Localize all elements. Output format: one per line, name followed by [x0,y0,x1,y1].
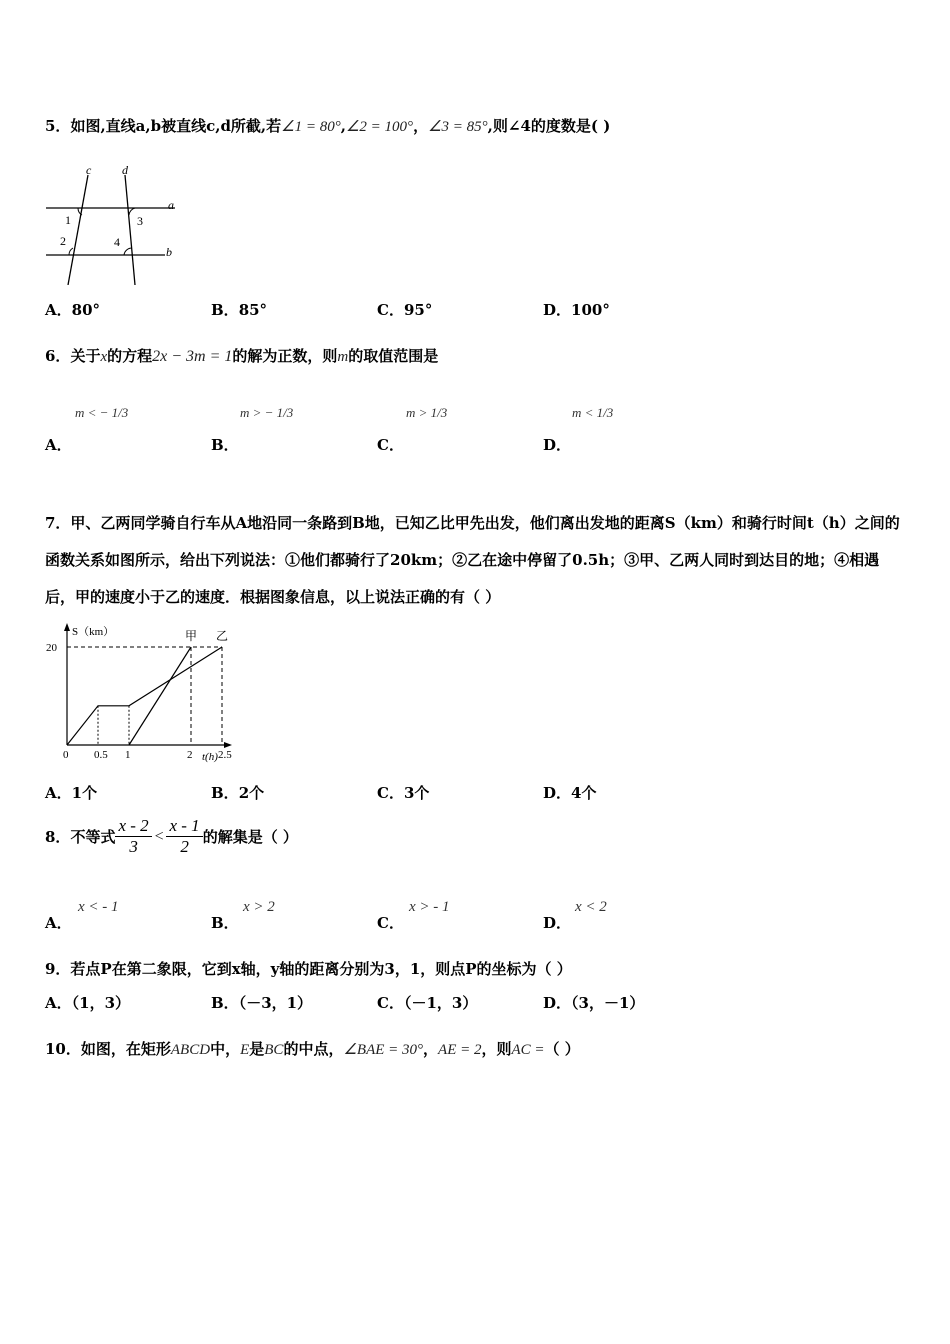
q9-option-c[interactable]: C．（－1，3） [377,994,478,1012]
q5-option-c[interactable]: C．95° [377,301,433,319]
q8-stem: 8．不等式 $\frac{x - 2}{3}$ < $\frac{x - 1}{2}$ 的解集是（ ） [45,816,298,856]
series-line-甲 [129,647,191,745]
q8-option-b[interactable]: B． [211,914,239,932]
q6-stem: 6．关于x的方程2x − 3m = 1的解为正数，则m的取值范围是 [45,347,439,365]
q5-option-d[interactable]: D．100° [543,301,610,319]
q6-option-a[interactable]: A． [45,436,72,454]
line-c [68,175,88,285]
q8-option-c[interactable]: C． [377,914,404,932]
q6-option-d[interactable]: D． [543,436,572,454]
q8-fraction-1: $\frac{x - 2}{3}$ [115,816,151,857]
label-a: a [168,198,174,212]
q5-number: 5． [45,117,71,135]
q7-option-b[interactable]: B．2个 [211,784,265,802]
q8-option-b-math: x > 2 [243,899,275,915]
q8-number: 8． [45,828,71,846]
y-tick-label: 20 [46,642,57,654]
q6-equation: 2x − 3m = 1 [152,348,233,365]
label-b: b [166,245,172,259]
x-tick-label: 0 [63,749,69,761]
q9-option-b[interactable]: B．（－3，1） [211,994,313,1012]
q5-figure [40,160,190,285]
label-d: d [122,163,128,177]
q6-number: 6． [45,347,71,365]
q8-option-d-math: x < 2 [575,899,607,915]
x-tick-label: 0.5 [94,749,108,761]
label-c: c [86,163,92,177]
q6-option-a-math: m < − 1/3 [75,405,129,420]
q7-option-d[interactable]: D．4个 [543,784,597,802]
series-line-乙 [67,647,222,745]
label-angle1: 1 [65,213,71,227]
x-tick-label: 2.5 [218,749,232,761]
q6-option-c[interactable]: C． [377,436,404,454]
q5-option-b[interactable]: B．85° [211,301,268,319]
q5-angle3: ∠3 = 85° [428,119,488,135]
x-axis-arrow [224,742,232,748]
q10-number: 10． [45,1040,81,1058]
label-angle4: 4 [114,235,120,249]
q9-option-a[interactable]: A．（1，3） [45,994,131,1012]
q6-option-c-math: m > 1/3 [406,405,448,420]
q9-stem: 9．若点P在第二象限，它到x轴，y轴的距离分别为3，1，则点P的坐标为（ ） [45,960,572,978]
x-tick-label: 2 [187,749,193,761]
label-angle3: 3 [137,214,143,228]
label-angle2: 2 [60,234,66,248]
y-axis-arrow [64,623,70,631]
q7-stem: 7．甲、乙两同学骑自行车从A地沿同一条路到B地，已知乙比甲先出发，他们离出发地的距离S（km）和骑行时间t（h）之间的函数关系如图所示，给出下列说法：①他们都骑行了20km；②乙在途中停留了0.5h；③甲、乙两人同时到达目的地；④相遇后，甲的速度小于乙的速度．根据图象信息，以上说法正确的有（ ） [45,514,900,606]
q7-chart [40,620,240,770]
q6-option-d-math: m < 1/3 [572,405,614,420]
q5-angle1: ∠1 = 80° [281,119,341,135]
x-axis-label: t(h) [202,751,218,763]
q8-option-c-math: x > - 1 [409,899,450,915]
q6-option-b[interactable]: B． [211,436,239,454]
y-axis-label: S（km） [72,626,115,638]
q7-option-c[interactable]: C．3个 [377,784,430,802]
series-label-乙: 乙 [216,629,229,643]
series-label-甲: 甲 [185,629,198,643]
q8-option-a-math: x < - 1 [78,899,119,915]
q5-angle2: ∠2 = 100° [345,119,414,135]
q6-option-b-math: m > − 1/3 [240,405,294,420]
q7-option-a[interactable]: A．1个 [45,784,98,802]
line-d [125,175,135,285]
q8-fraction-2: $\frac{x - 1}{2}$ [166,816,202,857]
q10-stem: 10．如图，在矩形ABCD中，E是BC的中点，∠BAE = 30°，AE = 2，则AC =（ ） [45,1040,580,1058]
q5-stem: 5．如图,直线a,b被直线c,d所截,若∠1 = 80°,∠2 = 100°，∠3 = 85°,则∠4的度数是( ) [45,117,611,135]
q5-option-a[interactable]: A．80° [45,301,101,319]
q9-option-d[interactable]: D．（3，－1） [543,994,645,1012]
q8-option-a[interactable]: A． [45,914,72,932]
x-tick-label: 1 [125,749,131,761]
q8-option-d[interactable]: D． [543,914,572,932]
